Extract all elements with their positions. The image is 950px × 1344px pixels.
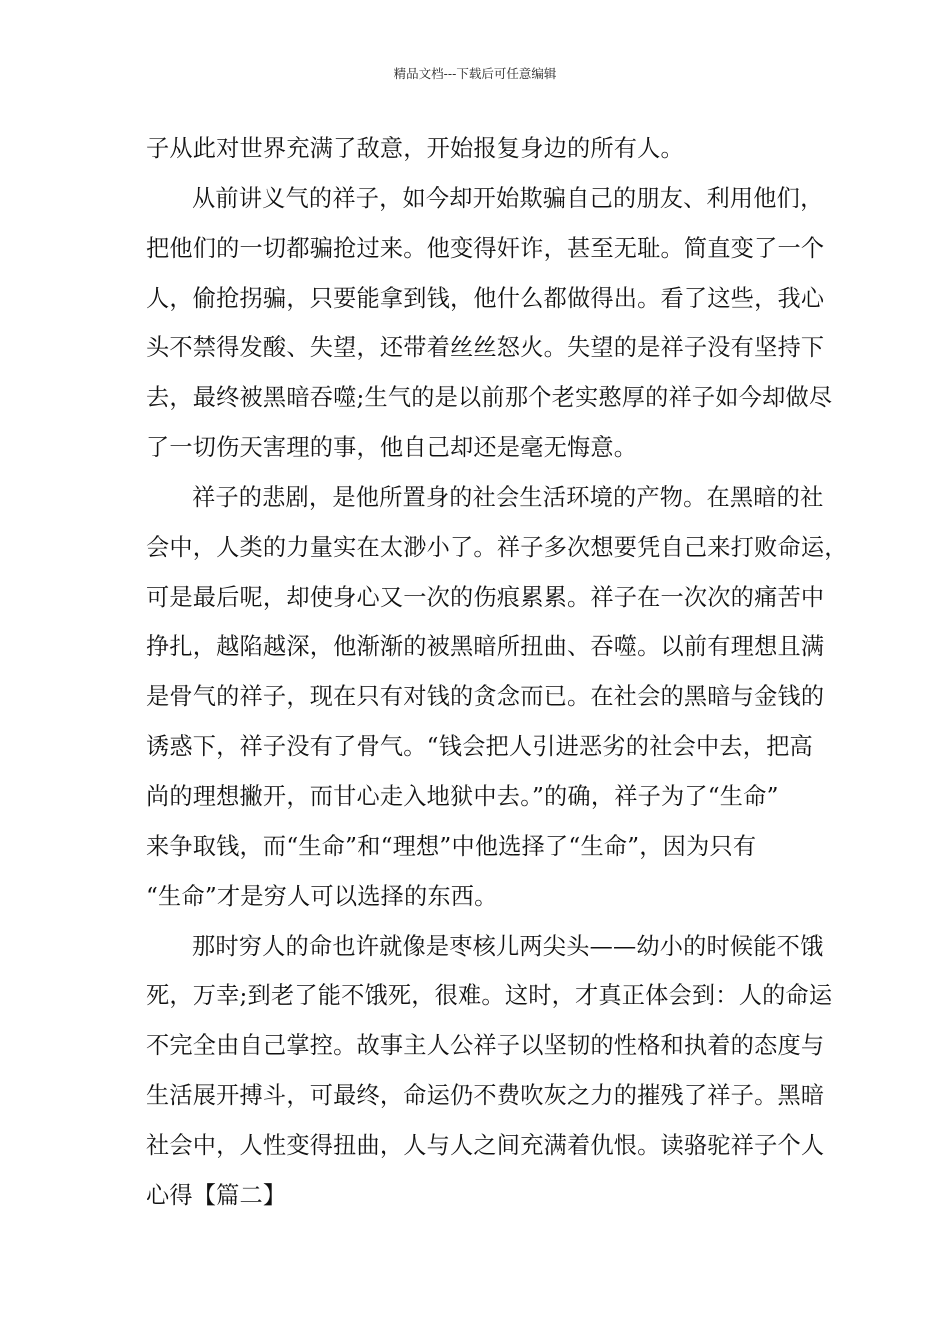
text-line: 生活展开搏斗，可最终，命运仍不费吹灰之力的摧残了祥子。黑暗 [146, 1082, 825, 1110]
text-line: 把他们的一切都骗抢过来。他变得奸诈，甚至无耻。简直变了一个 [146, 234, 825, 262]
paragraph-2 [146, 181, 833, 480]
text-line: 社会中，人性变得扭曲，人与人之间充满着仇恨。读骆驼祥子个人 [146, 1131, 825, 1159]
text-line: 心得【篇二】 [146, 1181, 287, 1209]
paragraph-4 [146, 929, 833, 1228]
paragraph-1 [146, 131, 811, 181]
text-line: 不完全由自己掌控。故事主人公祥子以坚韧的性格和执着的态度与 [146, 1032, 825, 1060]
text-line: 头不禁得发酸、失望，还带着丝丝怒火。失望的是祥子没有坚持下 [146, 334, 825, 362]
text-line: 子从此对世界充满了敌意，开始报复身边的所有人。 [146, 135, 684, 162]
text-line: 人，偷抢拐骗，只要能拿到钱，他什么都做得出。看了这些，我心 [146, 284, 825, 312]
text-line: 从前讲义气的祥子，如今却开始欺骗自己的朋友、利用他们， [192, 184, 824, 212]
text-line: 挣扎，越陷越深，他渐渐的被黑暗所扭曲、吞噬。以前有理想且满 [146, 633, 825, 661]
text-line: 去，最终被黑暗吞噬;生气的是以前那个老实憨厚的祥子如今却做尽 [146, 384, 833, 412]
document-body [146, 131, 848, 1228]
text-line: 是骨气的祥子，现在只有对钱的贪念而已。在社会的黑暗与金钱的 [146, 683, 825, 711]
text-line: 祥子的悲剧，是他所置身的社会生活环境的产物。在黑暗的社 [192, 483, 824, 511]
text-line: 了一切伤天害理的事，他自己却还是毫无悔意。 [146, 434, 638, 462]
text-line: 来争取钱，而“生命”和“理想”中他选择了“生命”，因为只有 [146, 832, 757, 860]
text-line: 诱惑下，祥子没有了骨气。“钱会把人引进恶劣的社会中去，把高 [146, 733, 813, 761]
text-line: 死，万幸;到老了能不饿死，很难。这时，才真正体会到：人的命运 [146, 982, 833, 1010]
paragraph-3 [146, 480, 848, 929]
page-header: 精品文档---下载后可任意编辑 [393, 66, 557, 81]
text-line: 尚的理想撇开，而甘心走入地狱中去。”的确，祥子为了“生命” [146, 782, 779, 810]
text-line: “生命”才是穷人可以选择的东西。 [146, 882, 498, 910]
text-line: 可是最后呢，却使身心又一次的伤痕累累。祥子在一次次的痛苦中 [146, 583, 825, 611]
text-line: 那时穷人的命也许就像是枣核儿两尖头——幼小的时候能不饿 [192, 932, 824, 960]
text-line: 会中，人类的力量实在太渺小了。祥子多次想要凭自己来打败命运， [146, 533, 848, 561]
